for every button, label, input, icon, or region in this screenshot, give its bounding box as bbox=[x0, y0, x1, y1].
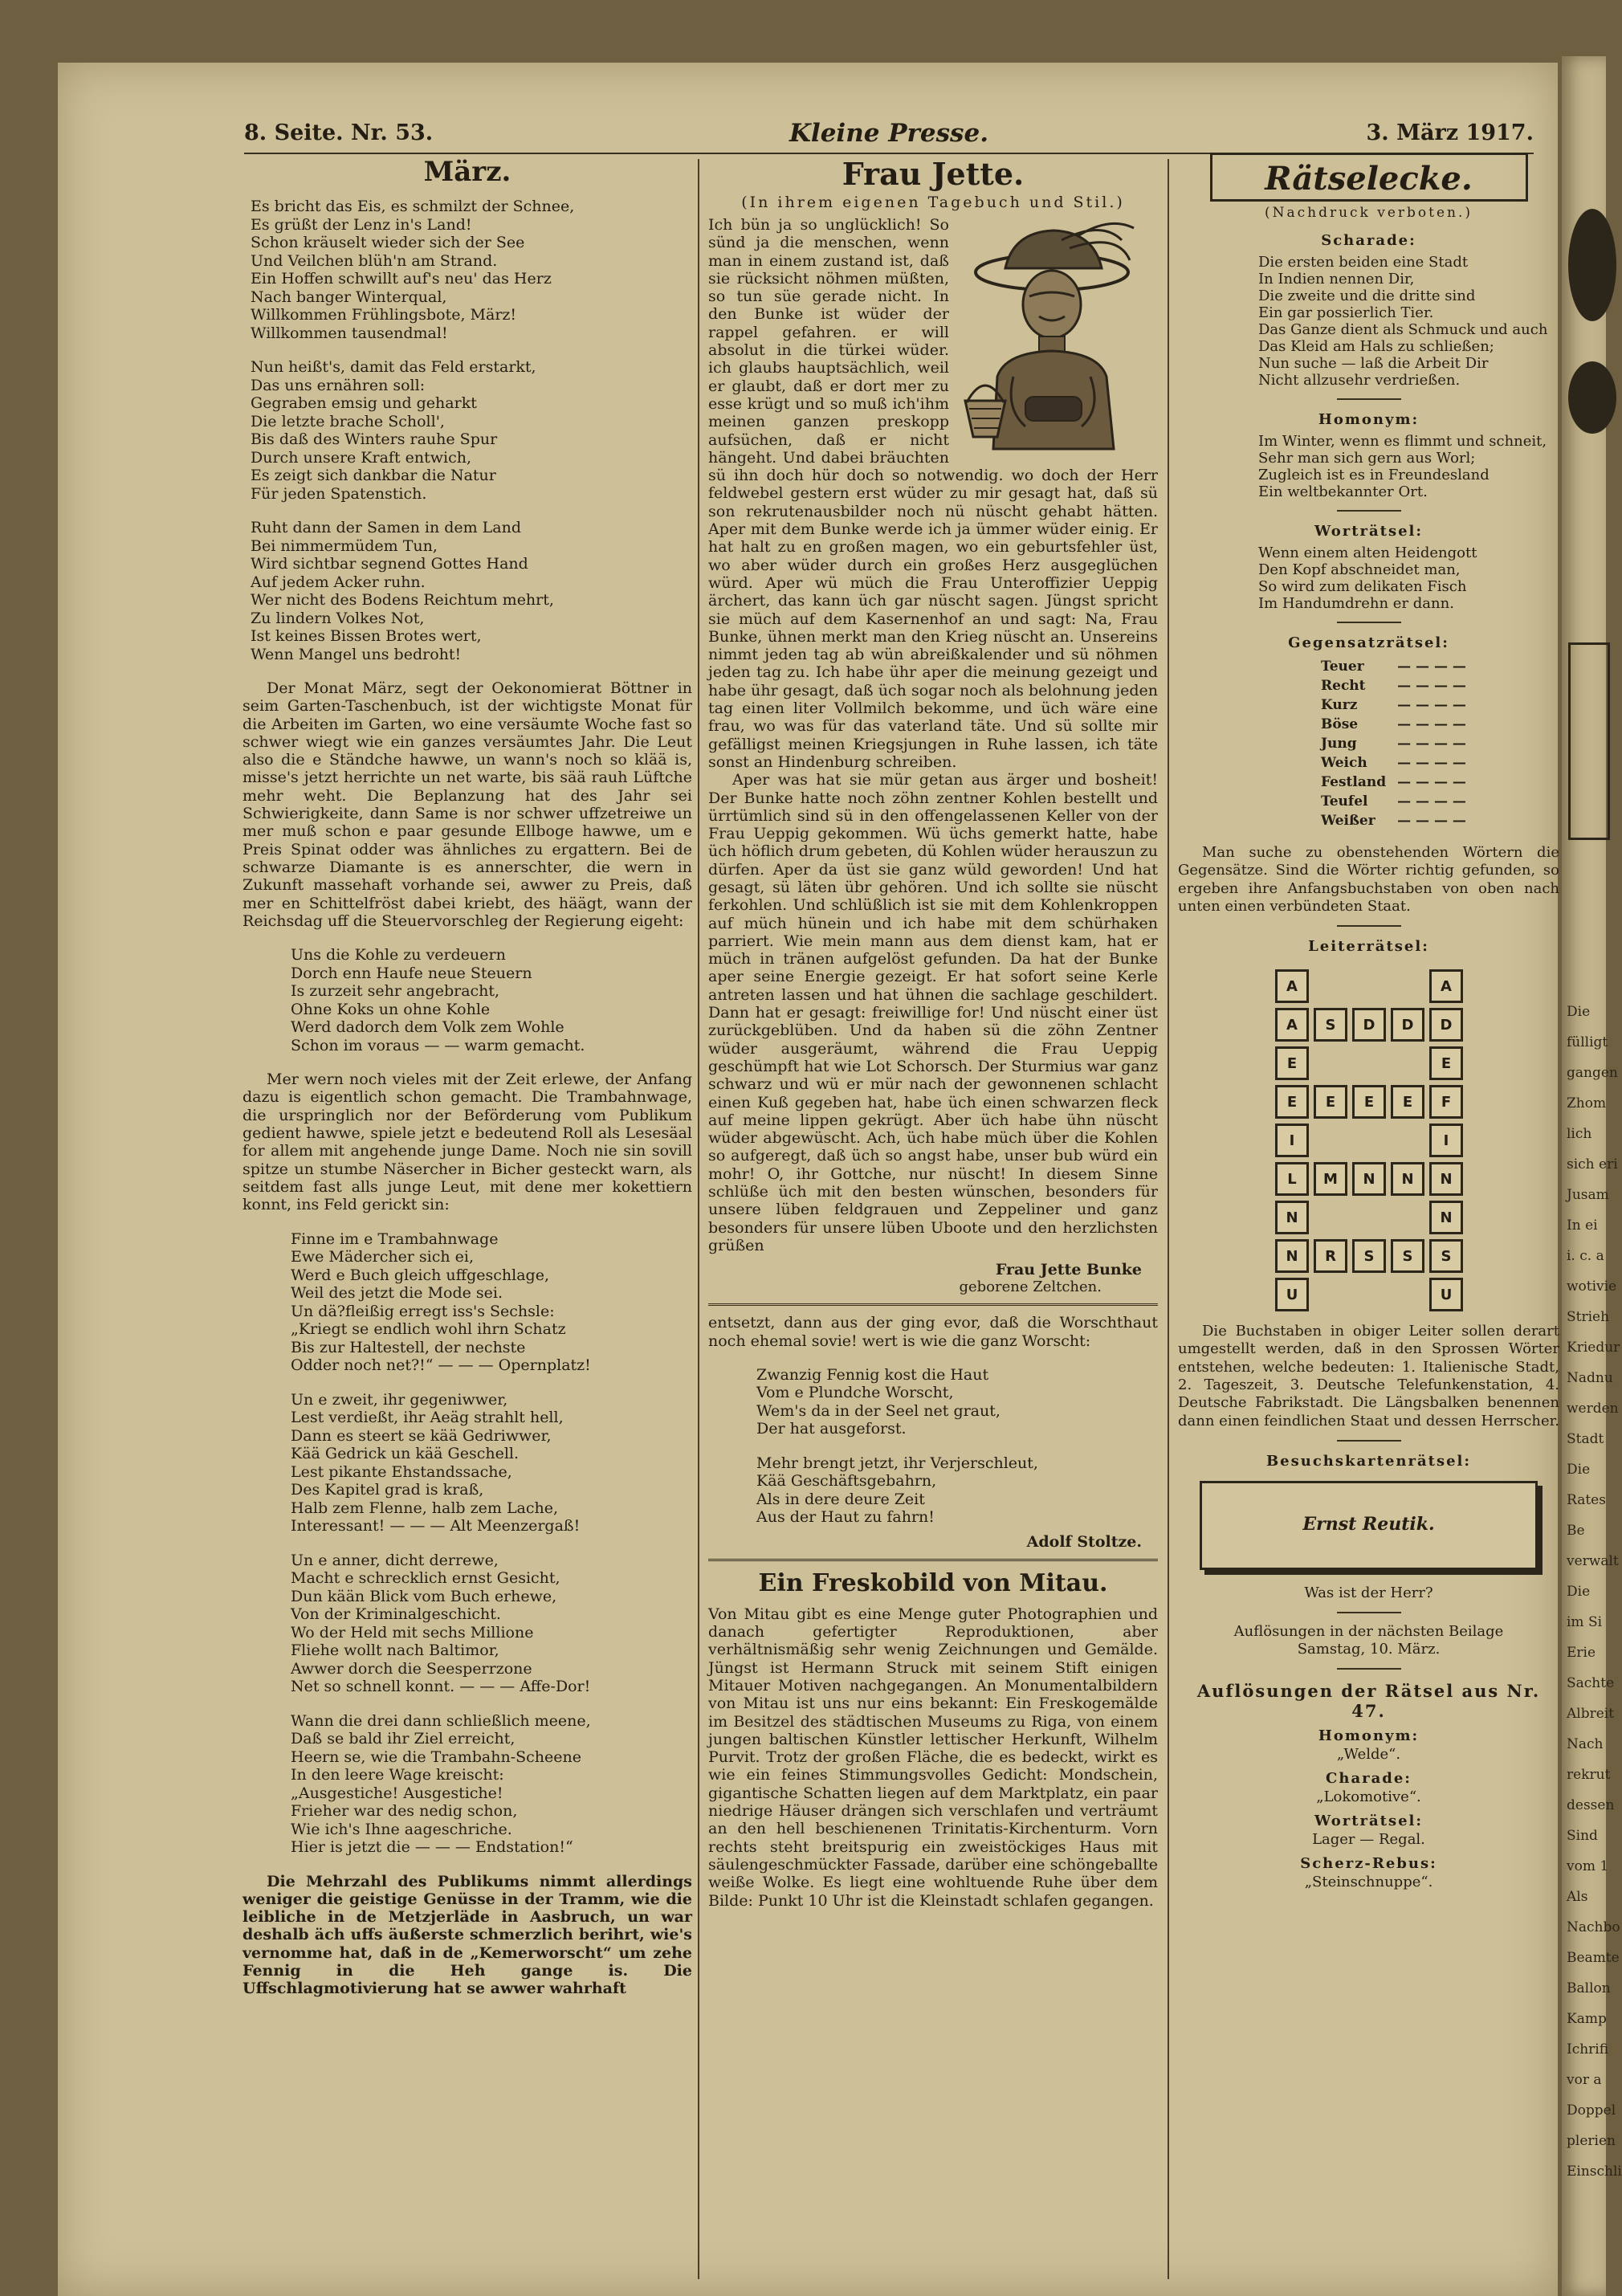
verse-line: Awwer dorch die Seesperrzone bbox=[291, 1659, 532, 1678]
verse-line: Net so schnell konnt. — — — Affe-Dor! bbox=[291, 1678, 591, 1696]
ladder-gap bbox=[1391, 969, 1424, 1003]
article-title-frau-jette: Frau Jette. bbox=[842, 156, 1025, 192]
paragraph-3: Die Mehrzahl des Publikums nimmt allerdings weniger die geistige Genüsse in der Tramm, wie die leibliche in de Metzjerläde in Aasbruch, un war deshalb äch uffs äußerste schmerzlich berihrt, wie's vernomme hat, daß in de „Kemerworscht“ um zehe Fennig in die Heh gange is. Die Uffschlagmotivierung hat se awwer wahrhaft bbox=[242, 1872, 692, 1998]
verse-line: Schon kräuselt wieder sich der See bbox=[251, 234, 525, 251]
verse-line: Is zurzeit sehr angebracht, bbox=[291, 982, 500, 1001]
opposites-heading: Gegensatzrätsel: bbox=[1288, 634, 1449, 651]
opposites-row bbox=[1316, 658, 1471, 675]
verse-line: Willkommen Frühlingsbote, März! bbox=[251, 306, 517, 324]
verse-line: Die ersten beiden eine Stadt bbox=[1258, 254, 1469, 271]
answer-dashes: — — — — bbox=[1397, 755, 1466, 771]
verse-line: Wird sichtbar segnend Gottes Hand bbox=[251, 555, 528, 573]
ladder-gap bbox=[1352, 1278, 1386, 1311]
ladder-cell: E bbox=[1275, 1046, 1309, 1080]
ladder-gap bbox=[1391, 1046, 1424, 1080]
stanza-7 bbox=[291, 1552, 692, 1696]
woman-with-hat-drawing bbox=[949, 216, 1155, 449]
opposite-word: Festland bbox=[1321, 774, 1387, 790]
ladder-gap bbox=[1314, 1201, 1347, 1234]
signature-jette-maiden: geborene Zeltchen. bbox=[959, 1279, 1102, 1296]
opposites-row bbox=[1316, 696, 1471, 714]
verse-line: Wie ich's Ihne aageschriche. bbox=[291, 1820, 512, 1838]
ladder-cell: E bbox=[1314, 1085, 1347, 1119]
wordpuzzle-heading: Worträtsel: bbox=[1314, 523, 1424, 540]
verse-line: Un dä?fleißig erregt iss's Sechsle: bbox=[291, 1302, 555, 1320]
adjacent-box bbox=[1568, 642, 1610, 840]
ladder-gap bbox=[1352, 1124, 1386, 1157]
verse-line: Das Ganze dient als Schmuck und auch bbox=[1258, 321, 1548, 338]
opposite-word: Teuer bbox=[1321, 659, 1364, 675]
ladder-cell: S bbox=[1429, 1239, 1463, 1273]
verse-line: In den leere Wage kreischt: bbox=[291, 1766, 504, 1784]
ladder-grid bbox=[1270, 964, 1468, 1316]
ladder-cell: L bbox=[1275, 1162, 1309, 1196]
adjacent-text-fragment: Kriedur bbox=[1567, 1340, 1620, 1356]
verse-line: Dun kään Blick vom Buch erhewe, bbox=[291, 1587, 557, 1605]
signature-jette: Frau Jette Bunke bbox=[995, 1261, 1142, 1279]
issue-date: 3. März 1917. bbox=[1366, 120, 1534, 145]
verse-line: Hier is jetzt die — — — Endstation!“ bbox=[291, 1838, 573, 1857]
adjacent-text-fragment: Einschli bbox=[1567, 2163, 1622, 2180]
charade-lines bbox=[1178, 254, 1559, 389]
ladder-cell: S bbox=[1391, 1239, 1424, 1273]
verse-line: Un e anner, dicht derrewe, bbox=[291, 1551, 499, 1569]
verse-line: Nun suche — laß die Arbeit Dir bbox=[1258, 355, 1489, 372]
jette-paragraph-2: Aper was hat sie mür getan aus ärger und bosheit! Der Bunke hatte noch zöhn zentner Kohlen bestellt und ürrtümlich sind sü in den offengelassenen Keller von der Frau Ueppig gekommen. Wü üchs gemerkt hatte, habe üch höflich drum gebeten, dü Kohlen wüder herauszun zu dürfen. Aper da üst sie ganz wüld geworden! Und hat gesagt, sü läten übr gehören. Und ich sollte sie nüscht ferkohlen. Und schlüßlich ist sie mit dem Kohlenkroppen auf müch hünein und ich habe mit dem schürhaken parriert. Wie mein mann aus dem dienst kam, hat er müch in tränen aufgelöst gefunden. Da hat der Bunke aper seine Energie gezeigt. Er hat sofort seine Kerle antreten lassen und hat ühnen die sachlage geschildert. Dann hat er gesagt: freiwillige for! Und nüscht einer üst zurückgeblüben. Und da haben sü die zöhn Zentner wüder ausgeräumt, während die Frau Ueppig geschümpft hat wie Lot Schorsch. Der Sturmius war ganz schwarz und wü er mür nach der gewonnenen schlacht einen Kuß gegeben hat, habe üch einen schwarzen fleck auf meine lippen gekrügt. Aber üch habe ühn nüscht wüder abgewüscht. Ach, üch habe müch über die Kohlen so aufgeregt, daß üch so angst habe, unser bub würd ein mohr! O, ihr Gottche, nur nüscht! In diesem Sinne schlüße üch mit den besten wünschen, besonders für unsere lüben feldgrauen und Zeppeliner und ganz besonders für unsere lüben Uboote und den herzlichsten grüßen bbox=[708, 771, 1158, 1254]
paragraph-2: Mer wern noch vieles mit der Zeit erlewe, der Anfang dazu is eigentlich schon gemacht. Die Trambahnwage, die urspringlich nor der Beförderung vom Publikum gedient hawwe, spiele jetzt e bedeutend Roll als Lesesäal for allem mit angehende junge Dame. Noch nie sin sovill spitze un stumbe Näsercher in Bicher gesteckt warn, als seitdem fast alls junge Leut, mit dene mer kokettiern konnt, ins Feld gerickt sin: bbox=[242, 1071, 692, 1214]
newspaper-page bbox=[58, 63, 1558, 2296]
ladder-cell: N bbox=[1275, 1239, 1309, 1273]
adjacent-text-fragment: lich bbox=[1567, 1126, 1592, 1142]
verse-line: Gegraben emsig und geharkt bbox=[251, 394, 477, 412]
verse-line: Un e zweit, ihr gegeniwwer, bbox=[291, 1390, 508, 1409]
adjacent-text-fragment: Sind bbox=[1567, 1828, 1598, 1844]
ladder-gap bbox=[1352, 1046, 1386, 1080]
ladder-heading: Leiterrätsel: bbox=[1308, 938, 1429, 956]
adjacent-text-fragment: Doppel bbox=[1567, 2102, 1616, 2119]
opposite-word: Weißer bbox=[1321, 813, 1375, 829]
ladder-cell: U bbox=[1275, 1278, 1309, 1311]
ladder-cell: N bbox=[1429, 1201, 1463, 1234]
verse-line: Das Kleid am Hals zu schließen; bbox=[1258, 338, 1494, 355]
verse-line: Werd e Buch gleich uffgeschlage, bbox=[291, 1266, 550, 1284]
opposites-row bbox=[1316, 716, 1471, 733]
adjacent-text-fragment: Sachte bbox=[1567, 1675, 1615, 1691]
adjacent-text-fragment: Albreit bbox=[1567, 1706, 1615, 1722]
stanza-6 bbox=[291, 1391, 692, 1535]
ladder-cell: E bbox=[1391, 1085, 1424, 1119]
adjacent-text-fragment: Nachbo bbox=[1567, 1919, 1620, 1935]
verse-line: Es bricht das Eis, es schmilzt der Schnee, bbox=[251, 198, 575, 215]
solution-value: „Lokomotive“. bbox=[1316, 1788, 1421, 1805]
solution-label: Worträtsel: bbox=[1314, 1812, 1424, 1829]
adjacent-text-fragment: gangen bbox=[1567, 1065, 1618, 1081]
verse-line: Willkommen tausendmal! bbox=[251, 324, 448, 342]
adjacent-text-fragment: Nadnu bbox=[1567, 1370, 1613, 1386]
ladder-cell: S bbox=[1314, 1008, 1347, 1042]
verse-line: Bis daß des Winters rauhe Spur bbox=[251, 430, 498, 448]
verse-line: Für jeden Spatenstich. bbox=[251, 484, 427, 503]
solution-value: Lager — Regal. bbox=[1312, 1830, 1425, 1848]
adjacent-text-fragment: rekrut bbox=[1567, 1767, 1611, 1783]
visiting-card bbox=[1200, 1481, 1538, 1570]
column-maerz bbox=[242, 153, 692, 1998]
opposites-row bbox=[1316, 677, 1471, 695]
ladder-cell: F bbox=[1429, 1085, 1463, 1119]
adjacent-text-fragment: Be bbox=[1567, 1523, 1585, 1539]
adjacent-text-fragment: Strieh bbox=[1567, 1309, 1610, 1325]
verse-line: Die letzte brache Scholl', bbox=[251, 412, 445, 430]
ladder-cell: D bbox=[1352, 1008, 1386, 1042]
column-raetselecke bbox=[1178, 153, 1559, 1891]
verse-line: Lest verdießt, ihr Aeäg strahlt hell, bbox=[291, 1409, 564, 1427]
ladder-cell: A bbox=[1275, 1008, 1309, 1042]
adjacent-text-fragment: fülligt bbox=[1567, 1034, 1608, 1050]
verse-line: Im Handumdrehn er dann. bbox=[1258, 595, 1454, 612]
ladder-gap bbox=[1352, 1201, 1386, 1234]
verse-line: Daß se bald ihr Ziel erreicht, bbox=[291, 1730, 516, 1748]
adjacent-text-fragment: Ichrifi bbox=[1567, 2041, 1609, 2057]
verse-line: Von der Kriminalgeschicht. bbox=[291, 1605, 501, 1624]
solutions-heading: Auflösungen der Rätsel aus Nr. 47. bbox=[1196, 1680, 1541, 1721]
verse-line: Sehr man sich gern aus Worl; bbox=[1258, 450, 1476, 467]
answer-dashes: — — — — bbox=[1397, 813, 1466, 829]
adjacent-text-fragment: Zhom bbox=[1567, 1095, 1607, 1111]
ladder-cell: N bbox=[1352, 1162, 1386, 1196]
next-solutions-line-2: Samstag, 10. März. bbox=[1297, 1640, 1441, 1658]
solutions-list bbox=[1178, 1727, 1559, 1891]
worscht-stanza-1 bbox=[756, 1366, 1158, 1438]
verse-line: Schon im voraus — — warm gemacht. bbox=[291, 1036, 585, 1054]
opposites-row bbox=[1316, 812, 1471, 830]
ladder-instructions: Die Buchstaben in obiger Leiter sollen derart umgestellt werden, daß in den Sprossen Wörter entstehen, welche bedeuten: 1. Italienische Stadt, 2. Tageszeit, 3. Deutsche Telefunkenstation, 4. Deutsche Fabrikstadt. Die Längsbalken benennen dann einen feindlichen Staat und dessen Herrscher. bbox=[1178, 1323, 1559, 1429]
verse-line: Werd dadorch dem Volk zem Wohle bbox=[291, 1018, 564, 1037]
adjacent-text-fragment: Jusam bbox=[1567, 1187, 1609, 1203]
solution-label: Homonym: bbox=[1318, 1727, 1420, 1744]
stanza-1 bbox=[251, 198, 692, 342]
verse-line: Im Winter, wenn es flimmt und schneit, bbox=[1258, 433, 1547, 450]
adjacent-text-fragment: plerien bbox=[1567, 2133, 1616, 2149]
charade-heading: Scharade: bbox=[1321, 232, 1416, 249]
jette-paragraph-1: Ich bün ja so unglücklich! So sünd ja die menschen, wenn man in einem zustand ist, daß sie rücksicht nöhmen müßten, so tun süe gerade nicht. In den Bunke ist wüder der rappel gefahren. er will absolut in die türkei wüder. ich glaubs hauptsächlich, weil er glaubt, daß er dort mer zu esse krügt und so muß ich'ihm meinen ganzen preskopp aufsüchen, daß er nicht hängeht. Und dabei bräuchten sü ihn doch hür doch so notwendig. wo doch der Herr feldwebel gestern erst wüder zu mir gesagt hat, daß sü son rekrutenausbilder noch nü nüscht gehabt hätten. Aper mit dem Bunke werde ich ja ümmer wüder einig. Er hat halt zu en großen magen, wo ein geburtsfehler üst, wo aber wüder durch ein großes Herz ausgeglüchen würd. Aper wü müch die Frau Unteroffizier Ueppig ärchert, das kann üch gar nüscht sagen. Jüngst spricht sie müch auf dem Kasernenhof an und sagt: Na, Frau Bunke, ühnen merkt man den Krieg nüscht an. Unsereins nimmt jeden tag ab wün abreißkalender und sü nöhmen jeden tag zu. Ich habe ühr aper die meinung gezeigt und habe ühr gesagt, daß üch sogar noch als belohnung jeden tag einen liter Vollmilch bekomme, und üch wäre eine frau, wo was für das vaterland täte. Und sü sollte mir gefälligst meinen Kriegsjungen in Ruhe lassen, ich täte sonst an Hindenburg schreiben. bbox=[708, 216, 1158, 771]
verse-line: Heern se, wie die Trambahn-Scheene bbox=[291, 1747, 581, 1766]
ladder-cell: E bbox=[1352, 1085, 1386, 1119]
verse-line: Ein Hoffen schwillt auf's neu' das Herz bbox=[251, 270, 552, 288]
ladder-cell: E bbox=[1275, 1085, 1309, 1119]
adjacent-text-fragment: Die bbox=[1567, 1584, 1591, 1600]
adjacent-text-fragment: wotivie bbox=[1567, 1279, 1617, 1295]
answer-dashes: — — — — bbox=[1397, 697, 1466, 713]
solution-label: Charade: bbox=[1326, 1769, 1412, 1787]
verse-line: Ein gar possierlich Tier. bbox=[1258, 304, 1434, 321]
verse-line: Bis zur Haltestell, der nechste bbox=[291, 1338, 526, 1356]
verse-line: Ist keines Bissen Brotes wert, bbox=[251, 627, 482, 645]
article-title-maerz: März. bbox=[423, 156, 511, 188]
verse-line: Wenn Mangel uns bedroht! bbox=[251, 645, 462, 663]
verse-line: Nun heißt's, damit das Feld erstarkt, bbox=[251, 358, 536, 376]
ladder-cell: M bbox=[1314, 1162, 1347, 1196]
adjacent-text-fragment: Beamte bbox=[1567, 1950, 1620, 1966]
adjacent-text-fragment: werden bbox=[1567, 1401, 1619, 1417]
opposite-word: Jung bbox=[1321, 736, 1357, 752]
mitau-paragraph: Von Mitau gibt es eine Menge guter Photographien und danach gefertigter Reproduktionen, aber verhältnismäßig sehr wenig Zeichnungen und Gemälde. Jüngst ist Hermann Struck mit seinem Stift einigen Mitauer Motiven nachgegangen. An Monumentalbildern von Mitau ist uns nur eins bekannt: Ein Freskogemälde im Besitzel des städtischen Museums zu Riga, von einem jungen baltischen Künstler lettischer Herkunft, Wilhelm Purvit. Trotz der großen Fläche, die es bedeckt, wirkt es wie ein feines Stimmungsvolles Gedicht: Mondschein, gigantische Schatten liegen auf dem Marktplatz, ein paar niedrige Häuser drängen sich verschlafen und verträumt an den hell beschienenen Trinitatis-Kirchenturm. Vorn rechts steht breitspurig ein zweistöckiges Haus mit säulengeschmückter Fassade, darüber eine schöngeballte weiße Wolke. Es liegt eine wohltuende Ruhe über dem Bilde: Punkt 10 Uhr ist die Kleinstadt schlafen gegangen. bbox=[708, 1605, 1158, 1910]
ladder-gap bbox=[1314, 1124, 1347, 1157]
opposite-word: Weich bbox=[1321, 755, 1367, 771]
adjacent-text-fragment: i. c. a bbox=[1567, 1248, 1604, 1264]
opposite-word: Recht bbox=[1321, 678, 1366, 694]
stanza-4 bbox=[291, 946, 692, 1054]
verse-line: Aus der Haut zu fahrn! bbox=[756, 1508, 935, 1527]
ladder-cell: R bbox=[1314, 1239, 1347, 1273]
ladder-cell: E bbox=[1429, 1046, 1463, 1080]
verse-line: In Indien nennen Dir, bbox=[1258, 271, 1415, 288]
verse-line: Odder noch net?!“ — — — Opernplatz! bbox=[291, 1356, 591, 1375]
card-question: Was ist der Herr? bbox=[1304, 1584, 1433, 1601]
adjacent-text-fragment: Die bbox=[1567, 1004, 1591, 1020]
verse-line: Uns die Kohle zu verdeuern bbox=[291, 946, 506, 964]
verse-line: Wenn einem alten Heidengott bbox=[1258, 544, 1477, 561]
solution-label: Scherz-Rebus: bbox=[1300, 1854, 1437, 1872]
verse-line: Finne im e Trambahnwage bbox=[291, 1230, 499, 1248]
verse-line: Nach banger Winterqual, bbox=[251, 288, 447, 306]
ladder-gap bbox=[1391, 1278, 1424, 1311]
adjacent-text-fragment: vor a bbox=[1567, 2072, 1602, 2088]
answer-dashes: — — — — bbox=[1397, 736, 1466, 752]
opposite-word: Böse bbox=[1321, 716, 1359, 732]
verse-line: Vom e Plundche Worscht, bbox=[756, 1384, 954, 1402]
adjacent-text-fragment: Als bbox=[1567, 1889, 1588, 1905]
divider bbox=[708, 1303, 1158, 1306]
continuation-paragraph: entsetzt, dann aus der ging evor, daß die Worschthaut noch ehemal sovie! wert is wie die ganz Worscht: bbox=[708, 1314, 1158, 1350]
ladder-gap bbox=[1314, 1046, 1347, 1080]
dark-blob bbox=[1568, 361, 1616, 434]
verse-line: Fliehe wollt nach Baltimor, bbox=[291, 1641, 499, 1660]
verse-line: Weil des jetzt die Mode sei. bbox=[291, 1284, 503, 1303]
worscht-stanza-2 bbox=[756, 1454, 1158, 1527]
adjacent-text-fragment: Kamp bbox=[1567, 2011, 1607, 2027]
signature-stoltze: Adolf Stoltze. bbox=[1026, 1532, 1142, 1551]
verse-line: So wird zum delikaten Fisch bbox=[1258, 578, 1467, 595]
column-rule-2 bbox=[1168, 159, 1169, 2279]
opposites-table bbox=[1314, 656, 1473, 831]
verse-line: „Kriegt se endlich wohl ihrn Schatz bbox=[291, 1320, 566, 1339]
ladder-gap bbox=[1391, 1124, 1424, 1157]
verse-line: Wann die drei dann schließlich meene, bbox=[291, 1711, 591, 1730]
ladder-gap bbox=[1314, 969, 1347, 1003]
stanza-3 bbox=[251, 519, 692, 663]
verse-line: Frieher war des nedig schon, bbox=[291, 1802, 518, 1821]
verse-line: Halb zem Flenne, halb zem Lache, bbox=[291, 1499, 559, 1517]
answer-dashes: — — — — bbox=[1397, 774, 1466, 790]
opposites-row bbox=[1316, 793, 1471, 810]
adjacent-text-fragment: Ballon bbox=[1567, 1980, 1611, 1996]
verse-line: Ein weltbekannter Ort. bbox=[1258, 483, 1428, 500]
verse-line: Zwanzig Fennig kost die Haut bbox=[756, 1365, 989, 1384]
dark-blob bbox=[1568, 209, 1616, 321]
verse-line: Zu lindern Volkes Not, bbox=[251, 609, 425, 627]
homonym-lines bbox=[1178, 433, 1559, 500]
masthead bbox=[244, 117, 1534, 154]
ladder-cell: I bbox=[1275, 1124, 1309, 1157]
ladder-cell: D bbox=[1391, 1008, 1424, 1042]
verse-line: Mehr brengt jetzt, ihr Verjerschleut, bbox=[756, 1454, 1038, 1472]
verse-line: Kää Geschäftsgebahrn, bbox=[756, 1472, 937, 1491]
solution-value: „Steinschnuppe“. bbox=[1304, 1873, 1433, 1890]
card-heading: Besuchskartenrätsel: bbox=[1265, 1452, 1472, 1470]
verse-line: Dorch enn Haufe neue Steuern bbox=[291, 964, 532, 982]
article-subtitle: (In ihrem eigenen Tagebuch und Stil.) bbox=[741, 194, 1125, 211]
verse-line: Kää Gedrick un kää Geschell. bbox=[291, 1445, 520, 1463]
verse-line: Wer nicht des Bodens Reichtum mehrt, bbox=[251, 591, 554, 609]
ladder-cell: N bbox=[1391, 1162, 1424, 1196]
stanza-8 bbox=[291, 1712, 692, 1857]
verse-line: Interessant! — — — Alt Meenzergaß! bbox=[291, 1517, 581, 1535]
ladder-cell: N bbox=[1275, 1201, 1309, 1234]
verse-line: Als in dere deure Zeit bbox=[756, 1490, 925, 1508]
ladder-gap bbox=[1314, 1278, 1347, 1311]
adjacent-text-fragment: sich eri bbox=[1567, 1156, 1618, 1172]
column-frau-jette bbox=[708, 153, 1158, 1910]
raetselecke-subtitle: (Nachdruck verboten.) bbox=[1264, 205, 1473, 221]
opposites-instructions: Man suche zu obenstehenden Wörtern die Gegensätze. Sind die Wörter richtig gefunden, so ergeben ihre Anfangsbuchstaben von oben nach unten einen verbündeten Staat. bbox=[1178, 844, 1559, 915]
verse-line: Wo der Held mit sechs Millione bbox=[291, 1623, 534, 1641]
adjacent-text-fragment: Die bbox=[1567, 1462, 1591, 1478]
newspaper-title: Kleine Presse. bbox=[789, 119, 989, 148]
verse-line: Auf jedem Acker ruhn. bbox=[251, 573, 426, 591]
verse-line: „Ausgestiche! Ausgestiche! bbox=[291, 1784, 503, 1802]
verse-line: Dann es steert se kää Gedriwwer, bbox=[291, 1426, 552, 1445]
adjacent-text-fragment: Nach bbox=[1567, 1736, 1604, 1752]
divider-2 bbox=[708, 1559, 1158, 1561]
verse-line: Den Kopf abschneidet man, bbox=[1258, 561, 1461, 578]
answer-dashes: — — — — bbox=[1397, 659, 1466, 675]
opposite-word: Teufel bbox=[1321, 793, 1368, 810]
adjacent-text-fragment: dessen bbox=[1567, 1797, 1615, 1813]
verse-line: Durch unsere Kraft entwich, bbox=[251, 448, 471, 467]
answer-dashes: — — — — bbox=[1397, 716, 1466, 732]
article-title-mitau: Ein Freskobild von Mitau. bbox=[758, 1568, 1108, 1597]
verse-line: Ewe Mädercher sich ei, bbox=[291, 1248, 475, 1266]
verse-line: Lest pikante Ehstandssache, bbox=[291, 1462, 512, 1481]
verse-line: Es zeigt sich dankbar die Natur bbox=[251, 467, 496, 484]
verse-line: Wem's da in der Seel net graut, bbox=[756, 1401, 1001, 1420]
verse-line: Nicht allzusehr verdrießen. bbox=[1258, 372, 1461, 389]
verse-line: Macht e schrecklich ernst Gesicht, bbox=[291, 1569, 560, 1588]
adjacent-text-fragment: Stadt bbox=[1567, 1431, 1604, 1447]
woman-illustration bbox=[949, 216, 1155, 449]
ladder-cell: D bbox=[1429, 1008, 1463, 1042]
adjacent-text-fragment: In ei bbox=[1567, 1217, 1598, 1234]
opposite-word: Kurz bbox=[1321, 697, 1358, 713]
homonym-heading: Homonym: bbox=[1318, 411, 1420, 428]
adjacent-text-fragment: im Si bbox=[1567, 1614, 1603, 1630]
answer-dashes: — — — — bbox=[1397, 678, 1466, 694]
ladder-cell: N bbox=[1429, 1162, 1463, 1196]
opposites-row bbox=[1316, 735, 1471, 752]
adjacent-text-fragment: vom 1 bbox=[1567, 1858, 1609, 1874]
column-rule-1 bbox=[698, 159, 699, 2279]
opposites-row bbox=[1316, 773, 1471, 791]
wordpuzzle-lines bbox=[1178, 544, 1559, 612]
raetselecke-title: Rätselecke. bbox=[1210, 153, 1528, 202]
ladder-gap bbox=[1352, 969, 1386, 1003]
ladder-cell: S bbox=[1352, 1239, 1386, 1273]
verse-line: Des Kapitel grad is kraß, bbox=[291, 1481, 484, 1499]
verse-line: Das uns ernähren soll: bbox=[251, 376, 426, 394]
adjacent-text-fragment: verwalt bbox=[1567, 1553, 1619, 1569]
card-name: Ernst Reutik. bbox=[1302, 1513, 1435, 1535]
adjacent-text-fragment: Rates bbox=[1567, 1492, 1606, 1508]
opposites-row bbox=[1316, 754, 1471, 772]
verse-line: Und Veilchen blüh'n am Strand. bbox=[251, 251, 498, 270]
ladder-cell: U bbox=[1429, 1278, 1463, 1311]
stanza-2 bbox=[251, 358, 692, 503]
verse-line: Die zweite und die dritte sind bbox=[1258, 288, 1476, 304]
verse-line: Ohne Koks un ohne Kohle bbox=[291, 1000, 491, 1018]
verse-line: Zugleich ist es in Freundesland bbox=[1258, 467, 1490, 483]
verse-line: Bei nimmermüdem Tun, bbox=[251, 536, 438, 555]
ladder-gap bbox=[1391, 1201, 1424, 1234]
stanza-5 bbox=[291, 1230, 692, 1375]
ladder-cell: A bbox=[1429, 969, 1463, 1003]
page-number: 8. Seite. Nr. 53. bbox=[244, 120, 434, 145]
verse-line: Ruht dann der Samen in dem Land bbox=[251, 519, 522, 536]
adjacent-page-edge bbox=[1562, 56, 1622, 2296]
ladder-cell: A bbox=[1275, 969, 1309, 1003]
answer-dashes: — — — — bbox=[1397, 793, 1466, 810]
next-solutions-line-1: Auflösungen in der nächsten Beilage bbox=[1233, 1622, 1504, 1640]
verse-line: Es grüßt der Lenz in's Land! bbox=[251, 215, 472, 234]
adjacent-text-fragment: Erie bbox=[1567, 1645, 1596, 1661]
paragraph-1: Der Monat März, segt der Oekonomierat Böttner in seim Garten-Taschenbuch, ist der wichtigste Monat für die Arbeiten im Garten, wo eine versäumte Woche fast so schwer wiegt wie ein ganzes versäumtes Jahr. Die Leut also die e Ständche hawwe, un wann's noch so klää is, misse's jetzt herrichte un net warte, bis sää rauh Lüftche mehr weht. Die Beplanzung hat des Jahr sei Schwierigkeite, dann Same is nor schwer uffzetreiwe un mer muß schon e paar gesunde Ellboge hawwe, um e Preis Spinat odder was ähnliches zu ergattern. Bei de schwarze Diamante is es annerschter, die wern in Zukunft massehaft vorhande sei, awwer zu Preis, daß mer en Schittelfröst dabei kriebt, des häägt, wann der Reichsdag uff die Steuervorschleg der Regierung eigeht: bbox=[242, 679, 692, 930]
verse-line: Der hat ausgeforst. bbox=[756, 1420, 907, 1438]
ladder-cell: I bbox=[1429, 1124, 1463, 1157]
solution-value: „Welde“. bbox=[1336, 1745, 1401, 1763]
